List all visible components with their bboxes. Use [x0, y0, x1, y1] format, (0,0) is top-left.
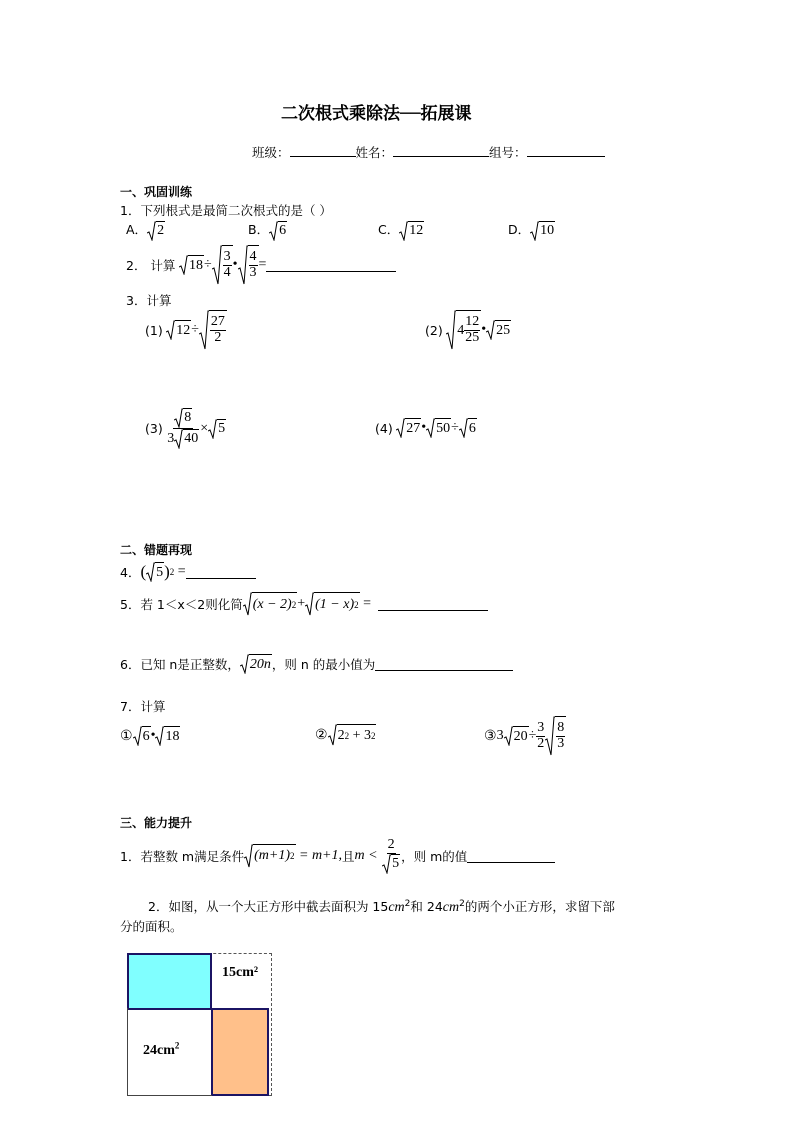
q3-part-2: (2) 4 $\frac{12}{25}$ • 25 [425, 310, 511, 350]
group-blank[interactable] [527, 155, 605, 157]
page-title: 二次根式乘除法──拓展课 [281, 104, 472, 124]
group-label: 组号： [489, 145, 527, 160]
q6: 6．已知 n是正整数， 20n ，则 n 的最小值为 [120, 654, 513, 674]
label-24cm2: $24cm^2$ [143, 1040, 180, 1058]
p2-line-2: 分的面积。 [120, 919, 183, 934]
q3-part-3: (3) 8 3 40 × 5 [145, 408, 226, 449]
p1-answer-blank[interactable] [467, 861, 555, 863]
q2: 2． 计算 18 ÷ $\frac{3}{4}$ • $\frac{4}{3}$ = [126, 245, 396, 285]
q2-answer-blank[interactable] [266, 270, 396, 272]
q7-part-c: ③ 3 20 ÷ $\frac{3}{2}$ $\frac{8}{3}$ [484, 716, 566, 756]
q5: 5．若 1＜x＜2则化简 (x − 2) 2 + (1 − x) 2 = [120, 592, 488, 616]
section-3-heading: 三、能力提升 [120, 816, 193, 830]
q7-stem: 7．计算 [120, 699, 166, 714]
q1-option-c[interactable]: C． 12 [378, 220, 424, 241]
q1-option-a[interactable]: A． 2 [126, 220, 165, 241]
header-fields [252, 143, 605, 161]
q5-answer-blank[interactable] [378, 609, 488, 611]
q3-part-4: (4) 27 • 50 ÷ 6 [375, 418, 477, 438]
section-1-heading: 一、巩固训练 [120, 185, 193, 199]
q3-part-1: (1) 12 ÷ $\frac{27}{2}$ [145, 310, 227, 350]
q6-answer-blank[interactable] [375, 669, 513, 671]
p2-line-1: 2．如图，从一个大正方形中截去面积为 $15cm^2$和 $24cm^2$的两个小正方形，求留下部 [148, 898, 615, 915]
q4-answer-blank[interactable] [186, 577, 256, 579]
cyan-square [127, 953, 212, 1010]
name-blank[interactable] [393, 155, 489, 157]
q1-option-d[interactable]: D． 10 [508, 220, 555, 241]
p1: 1．若整数 m满足条件 (m+1) 2 = m+1, 且 m < $\frac{2}{5}$ ，则 m的值 [120, 838, 555, 874]
orange-square [211, 1008, 269, 1096]
label-15cm2: 15cm² [222, 965, 259, 980]
q7-part-a: ① 6 • 18 [120, 726, 180, 746]
q3-stem: 3．计算 [126, 293, 172, 308]
q4: 4． ( 5 ) 2 = [120, 562, 256, 582]
name-label: 姓名： [355, 145, 394, 160]
class-label: 班级： [252, 145, 290, 160]
q7-part-b: ② 2 2 + 3 2 [315, 724, 376, 746]
q1-option-b[interactable]: B． 6 [248, 220, 287, 241]
class-blank[interactable] [290, 155, 356, 157]
left-edge-line [127, 1008, 128, 1096]
section-2-heading: 二、错题再现 [120, 543, 193, 557]
q1-stem: 1．下列根式是最简二次根式的是（ ） [120, 203, 332, 218]
bottom-edge-line [127, 1095, 212, 1096]
